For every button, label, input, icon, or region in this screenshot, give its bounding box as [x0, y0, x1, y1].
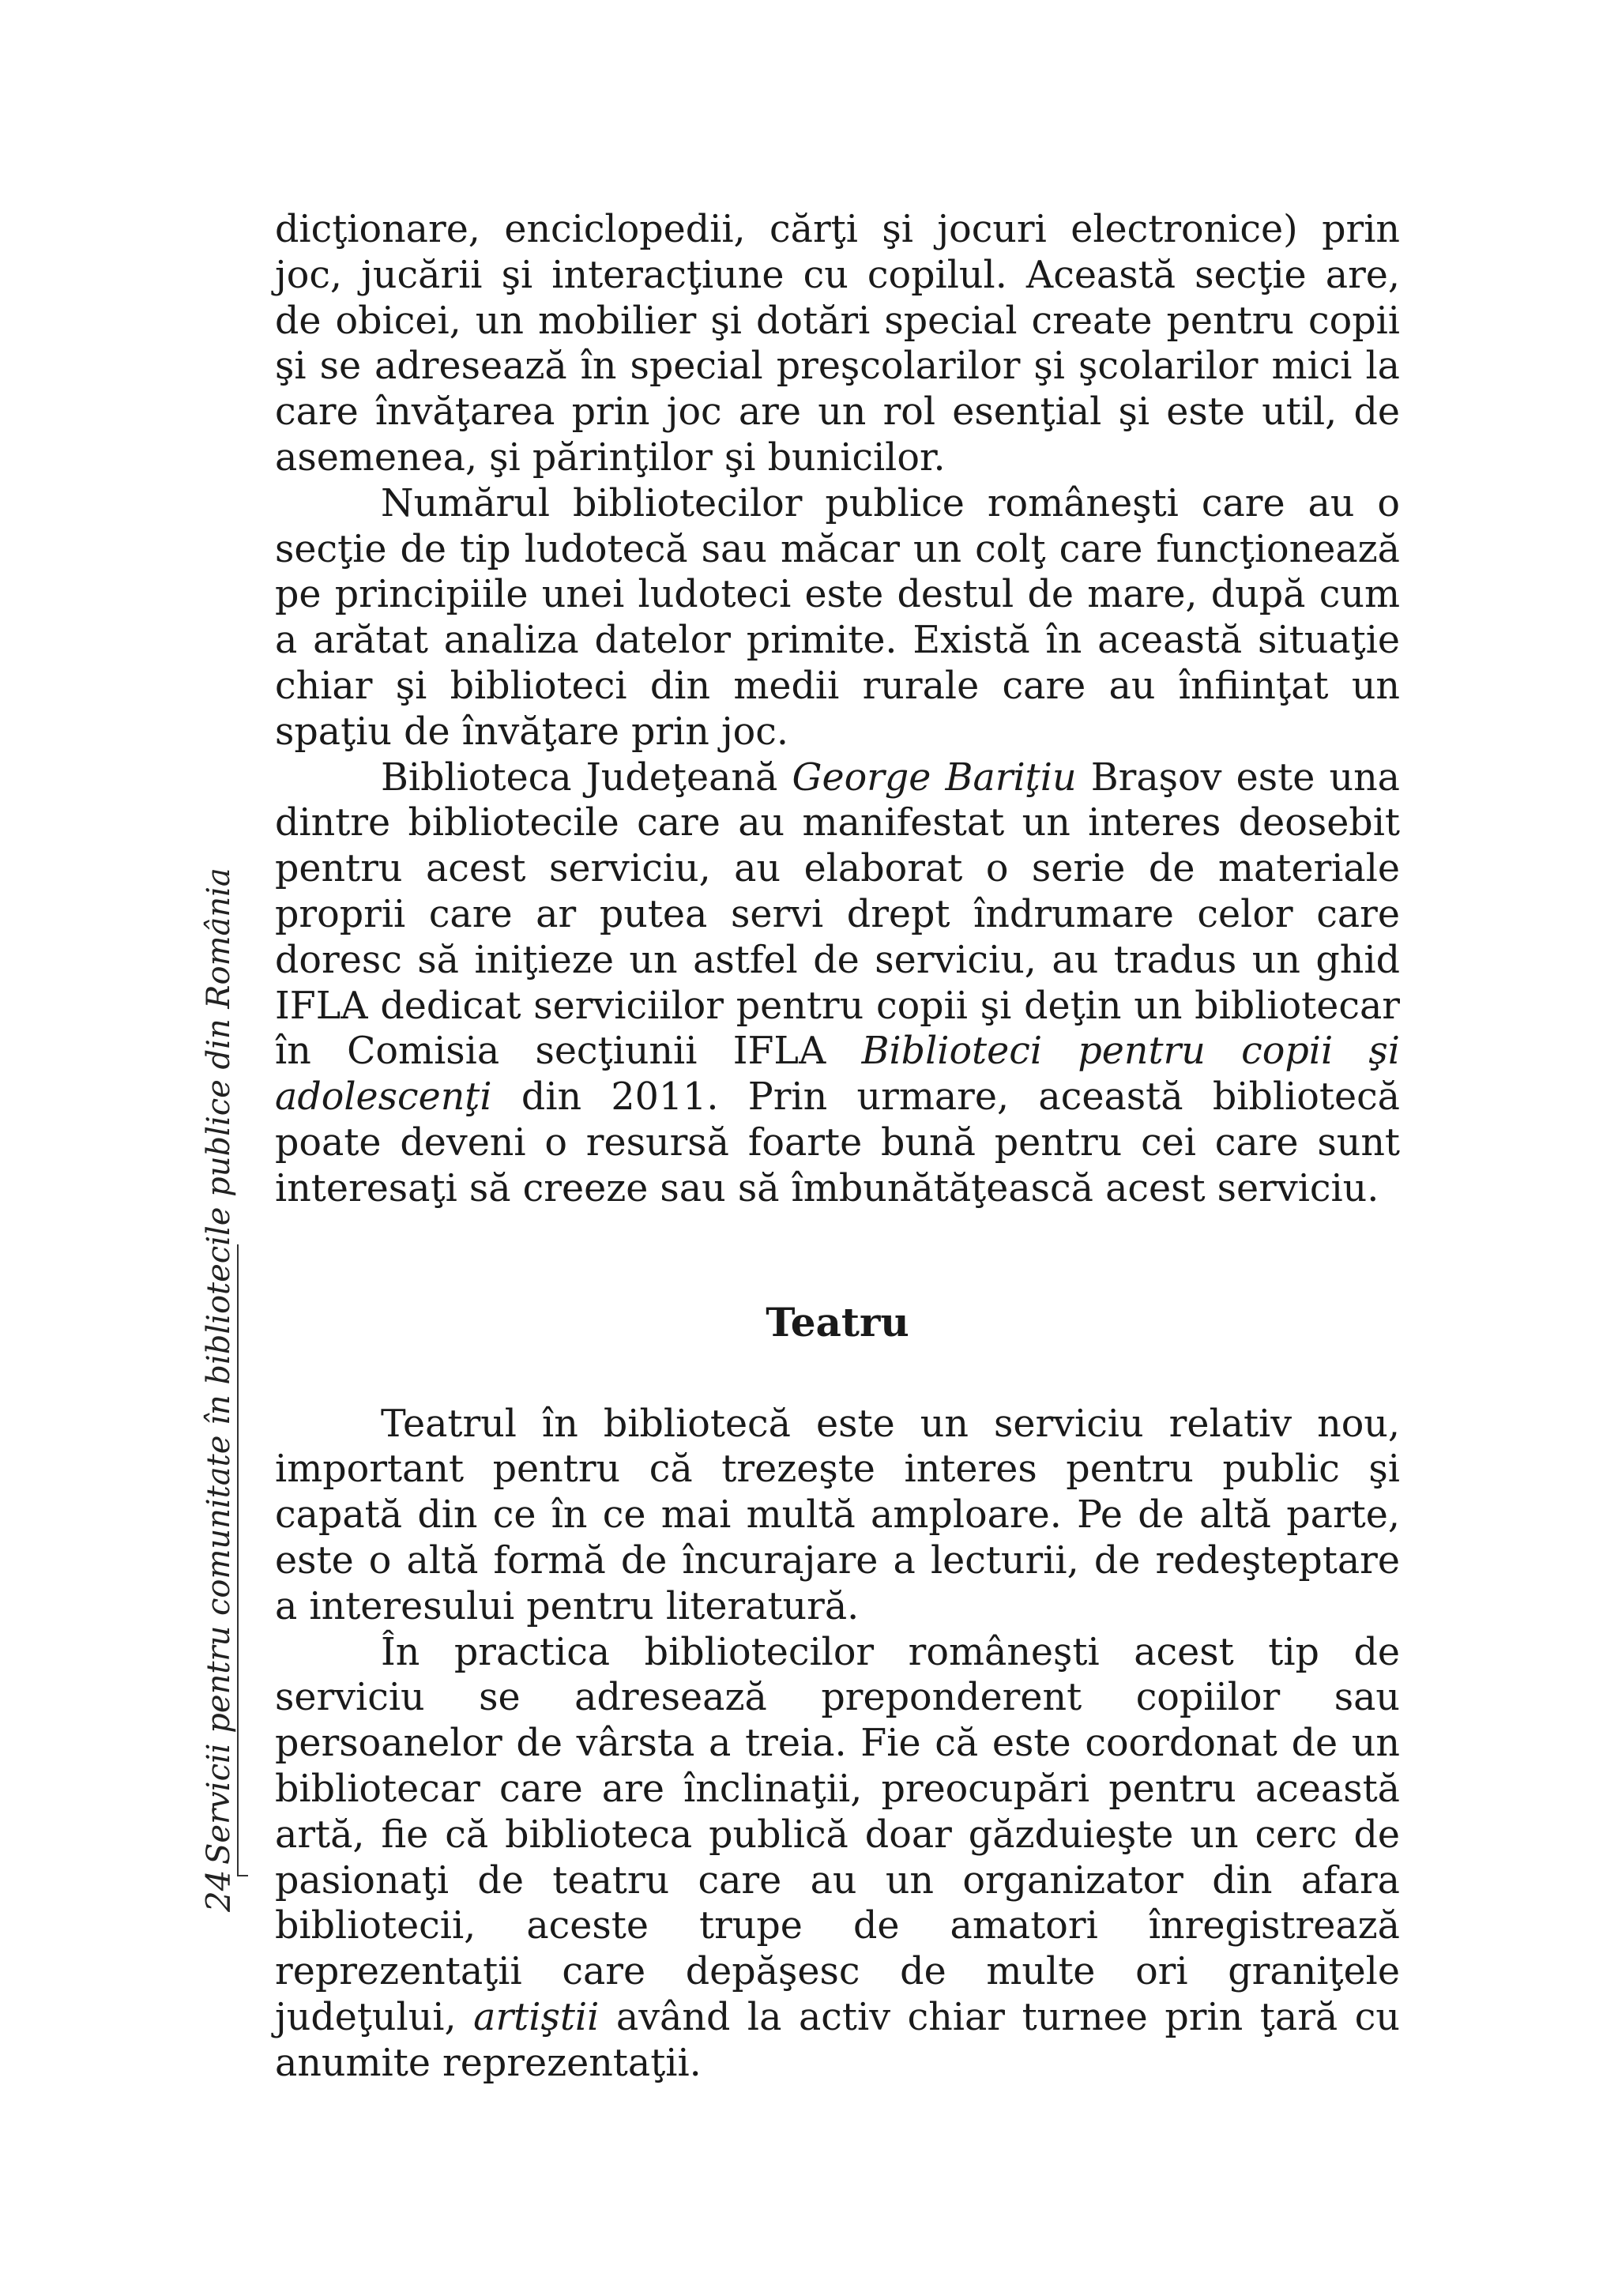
paragraph-ludoteca-count: Numărul bibliotecilor publice româneşti care au o secţie de tip ludotecă sau măcar un colţ care funcţionează pe principiile unei ludoteci este destul de mare, după cum a arătat analiza datelor primite. Există în această situaţie chiar şi biblioteci din medii rurale care au înfiinţat un spaţiu de învăţare prin joc. [275, 481, 1400, 754]
spacer [275, 1212, 1400, 1299]
ifla-section-italic: Biblioteci pentru copii şi adolescenţi [275, 1029, 1400, 1120]
body-text [275, 207, 1400, 2086]
artists-italic: artiştii [473, 1995, 600, 2039]
paragraph-ludoteca-continued: dicţionare, enciclopedii, cărţi şi jocuri electronice) prin joc, jucării şi interacţiune cu copilul. Această secţie are, de obicei, un mobilier şi dotări special create pentru copii şi se adresează în special preşcolarilor şi şcolarilor mici la care învăţarea prin joc are un rol esenţial şi este util, de asemenea, şi părinţilor şi bunicilor. [275, 208, 1400, 480]
paragraph-theatre-intro: Teatrul în bibliotecă este un serviciu relativ nou, important pentru că trezeşte interes pentru public şi capată din ce în ce mai multă amploare. Pe de altă parte, este o altă formă de încurajare a lecturii, de redeşteptare a interesului pentru literatură. [275, 1402, 1400, 1628]
margin-rule-tick [237, 1875, 248, 1876]
margin-rule [237, 1244, 239, 1876]
section-heading: Teatru [766, 1298, 909, 1346]
brasov-text-c: Braşov este una dintre bibliotecile care au manifestat un interes deosebit pentru acest serviciu, au elaborat o serie de materiale proprii care ar putea servi drept îndrumare celor care doresc să iniţieze un astfel de serviciu, au tradus un ghid IFLA dedicat serviciilor pentru copii şi deţin un bibliotecar în Comisia secţiunii IFLA [275, 755, 1400, 1074]
practice-text-a: În practica bibliotecilor româneşti acest tip de serviciu se adresează preponderent copiilor sau persoanelor de vârsta a treia. Fie că este coordonat de un bibliotecar care are înclinaţii, preocupări pentru această artă, fie că biblioteca publică doar găzduieşte un cerc de pasionaţi de teatru care au un organizator din afara bibliotecii, aceste trupe de amatori înregistrează reprezentaţii care depăşesc de multe ori graniţele judeţului, [275, 1630, 1400, 2039]
running-title: Servicii pentru comunitate în bibliotecile publice din România [201, 868, 237, 1865]
paragraph-theatre-practice [275, 1630, 1400, 2087]
library-name-italic: George Bariţiu [792, 755, 1077, 800]
brasov-text-a: Biblioteca Judeţeană [381, 755, 792, 800]
brasov-text-e: din 2011. Prin urmare, această bibliotecă poate deveni o resursă foarte bună pentru cei care sunt interesaţi să creeze sau să îmbunătăţească acest serviciu. [275, 1075, 1400, 1210]
paragraph-brasov-library [275, 755, 1400, 1212]
spacer [275, 1346, 1400, 1402]
page-margin-header [186, 806, 242, 1912]
page-number: 24 [199, 1869, 238, 1912]
practice-text-c: având la activ chiar turnee prin ţară cu anumite reprezentaţii. [275, 1995, 1400, 2085]
